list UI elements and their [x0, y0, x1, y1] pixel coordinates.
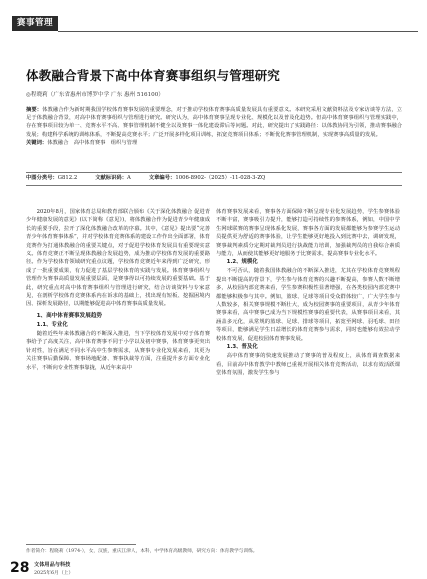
- section-tag: 赛事管理: [12, 16, 58, 31]
- paragraph: 不可否认，随着我国体教融合的不断深入推进，尤其在学校体育竞赛规程提出不断提高的背景下，学生参与体育竞赛的兴趣不断提高，参赛人数不断增多，从校园内部竞赛来看，学生参赛积极性显著增强，在各类校园内部竞赛中都能够积极参与其中。例如，篮球、足球等项目受众群体较广，广大学生参与人数较多，相关赛事规模不断壮大，成为校园赛事的重要项目，从青少年体育赛事来看，高中赛事已成为当下规模性赛事的重要代表，从赛事项目来看，其涵盖多元化，从常规的篮球、足球、排球等项目，拓宽至网球、羽毛球、田径等项目，能够满足学生日益增长的体育竞赛参与需求，同时也能够有效拉动学校体育发展，促进校园体育赛事发展。: [216, 268, 400, 342]
- doc-value: A: [127, 175, 131, 181]
- meta-rule-bottom: [26, 185, 402, 186]
- page-number: 28: [10, 560, 30, 576]
- paragraph: 随着近些年来体教融合的不断深入推进，当下学校体育发展中对于体育赛事给予了高度关注，高中体育赛事不同于小学以及初中赛事，体育赛事更突出针对性，旨在满足不同水平高中生参赛需求，从赛事专业化发展来看，其更为关注赛事后勤保障、赛事场地配备、赛事执裁等方面，注重提升多方面专业化水平，不断向专业性赛事靠拢，从近年来高中: [26, 330, 210, 371]
- abstract-text: 体教融合作为新时期我国学校体育赛事发展的重要理念，对于推动学校体育赛事高质量发展具有重要意义。本研究采用文献资料法及专家访谈等方法，立足于体教融合背景，对高中体育赛事组织与管理进行研究。研究认为，高中体育赛事呈现专业化、规模化以及普及化趋势。但高中体育赛事组织与管理实践中，存在赛事项目较为单一、竞赛水平不高、赛事管理机制不健全以及赛事一体化建设滞后等问题。对此，研究提出了实践路径：以体教协同为引领，推动赛事融合发展；构建科学系统的训练体系，不断提高竞赛水平；广泛开展多样化项目训练，拓宽竞赛项目体系；不断优化赛事管理机制，实现赛事高质量的发展。: [26, 107, 402, 138]
- footnote-rule: [26, 544, 136, 545]
- article-id-value: 1006-8902-（2025）-11-028-3-ZQ: [175, 175, 266, 181]
- paragraph: 体育赛事发展来看，赛事各方面保障不断呈现专业化发展趋势，学生参赛体验不断丰富，赛事吸引力提升，能够打造可持续性的参赛体系，例如，中国中学生网球联赛的赛事呈现体系化发展，赛事各方面的发展都能够为参赛学生运动员提供更为舒适的赛事体验，让学生能够更好地投入到比赛中去，调研发现，赛事裁判素质分定期对裁判员进行执裁能力培训，加强裁判员的自我综合素质与能力，从而使其能够更好地服务于比赛需求，提高赛事专业化水平。: [216, 209, 400, 258]
- keywords-text: 体教融合 高中体育赛事 组织与管理: [47, 139, 138, 146]
- article-id-label: 文章编号：: [148, 175, 176, 181]
- section-divider: [58, 31, 418, 32]
- author-footnote: 作者简介：程晓莉（1974-），女，汉族，重庆江津人，本科，中学体育高级教师，研究方向：体育教学与训练。: [26, 549, 258, 554]
- journal-name: 文体用品与科技: [34, 562, 71, 568]
- doc-label: 文献标识码：: [95, 175, 127, 181]
- paragraph: 高中体育赛事的快速发展推动了赛事的普及程度上，从体育调查数据来看，目前高中体育教学中教师已重视开展相关体育竞赛活动，以求有效活跃课堂体育氛围，激发学生参与: [216, 353, 400, 376]
- meta-rule-top: [26, 172, 402, 173]
- body-column-right: [216, 208, 400, 377]
- body-column-left: [26, 208, 210, 372]
- subsection-heading: 1.1、专业化: [36, 321, 68, 328]
- section-heading: 1、高中体育赛事发展趋势: [36, 312, 103, 319]
- abstract-label: 摘要：: [26, 107, 43, 113]
- clc-label: 中图分类号：: [26, 175, 58, 181]
- subsection-heading: 1.2、规模化: [226, 259, 258, 266]
- journal-issue: 2025年6月（上）: [34, 571, 74, 576]
- clc-value: G812.2: [57, 175, 78, 181]
- paragraph: 2020年8月，国家体育总局和教育部联合颁布《关于深化体教融合 促进青少年健康发展的意见》(以下简称《意见》)，将体教融合作为促进青少年健康成长的重要手段，拉开了深化体教融合改革的序幕。其中，《意见》提出要“完善青少年体育赛事体系”，并对学校体育竞赛体系的建设工作作出全面部署，体育竞赛作为打通体教融合的重要关键点，对于促进学校体育发展具有重要现实意义。体育竞赛正不断呈现体教融合发展趋势，成为推动学校体育发展的重要路径。作为学校体育领域研究重点议题，学校体育竞赛近年来得到广泛研究，形成了一批重要成果，有力促进了基层学校体育的实践与发展。体育赛事组织与管理作为赛事高质量发展重要层面，是赛事得以可持续发展的重要基础。基于此，研究重点对高中体育赛事组织与管理进行研究，结合访谈资料与专家意见，在剖析学校体育竞赛体系内在诉求的基础上，找出现有短板、挖掘困境内因、探析发展路径，以期能够促进高中体育赛事高质量发展。: [26, 209, 210, 308]
- subsection-heading: 1.3、普及化: [226, 344, 258, 351]
- article-title: 体教融合背景下高中体育赛事组织与管理研究: [26, 68, 281, 83]
- abstract: [26, 106, 402, 147]
- author-line: ◎程晓莉（广东省惠州市博罗中学 广东 惠州 516100）: [26, 92, 164, 98]
- keywords-label: 关键词：: [26, 139, 48, 146]
- classification-line: [26, 174, 402, 182]
